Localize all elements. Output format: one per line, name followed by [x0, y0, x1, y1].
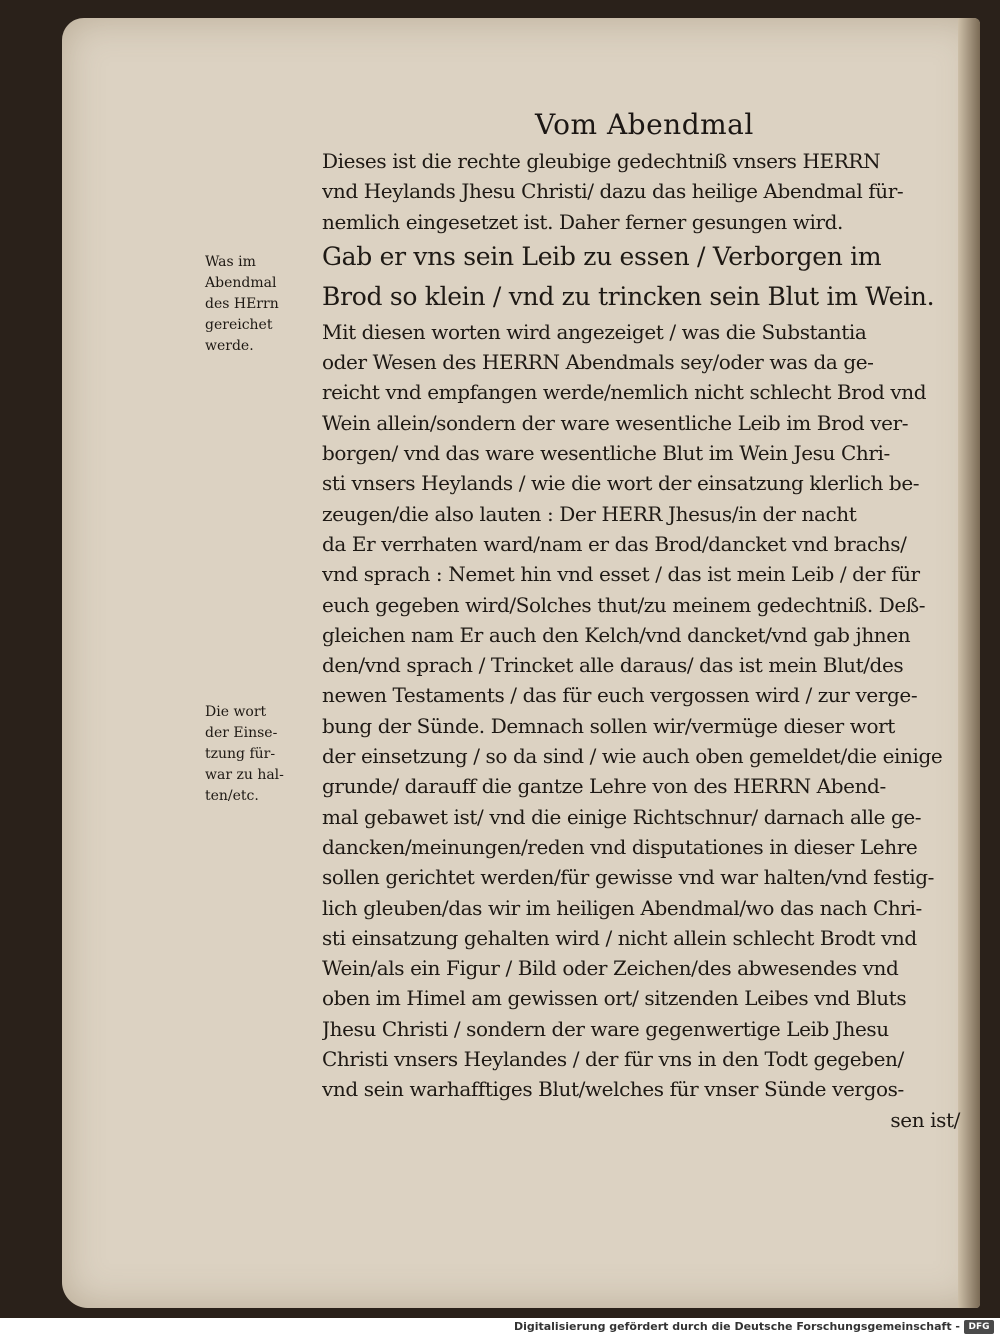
text-line: reicht vnd empfangen werde/nemlich nicht schlecht Brod vnd: [322, 380, 927, 405]
text-line: Mit diesen worten wird angezeiget / was die Substantia: [322, 319, 867, 344]
text-line: euch gegeben wird/Solches thut/zu meinem gedechtniß. Deß-: [322, 592, 926, 617]
text-line: dancken/meinungen/reden vnd disputationes in dieser Lehre: [322, 834, 918, 859]
catchword-line: sen ist/: [890, 1107, 960, 1132]
text-line: den/vnd sprach / Trincket alle daraus/ das ist mein Blut/des: [322, 653, 904, 678]
text-line: oder Wesen des HERRN Abendmals sey/oder was da ge-: [322, 350, 874, 375]
text-line: Christi vnsers Heylandes / der für vns in den Todt gegeben/: [322, 1047, 904, 1072]
text-line: Wein/als ein Figur / Bild oder Zeichen/des abwesendes vnd: [322, 956, 899, 981]
text-line: grunde/ darauff die gantze Lehre von des HERRN Abend-: [322, 774, 886, 799]
text-line: mal gebawet ist/ vnd die einige Richtschnur/ darnach alle ge-: [322, 804, 922, 829]
text-line: gleichen nam Er auch den Kelch/vnd dancket/vnd gab jhnen: [322, 622, 911, 647]
text-line: sti einsatzung gehalten wird / nicht allein schlecht Brodt vnd: [322, 925, 917, 950]
text-line: zeugen/die also lauten : Der HERR Jhesus/in der nacht: [322, 501, 857, 526]
running-head: Vom Abendmal: [535, 108, 754, 141]
margin-note-line: Abendmal: [205, 275, 277, 291]
footer-bar: [0, 1318, 1000, 1338]
text-line: sti vnsers Heylands / wie die wort der einsatzung klerlich be-: [322, 471, 920, 496]
text-line: nemlich eingesetzet ist. Daher ferner gesungen wird.: [322, 209, 843, 234]
text-line: newen Testaments / das für euch vergossen wird / zur verge-: [322, 683, 918, 708]
hymn-line: Gab er vns sein Leib zu essen / Verborgen im: [322, 241, 882, 271]
text-line: der einsetzung / so da sind / wie auch oben gemeldet/die einige: [322, 744, 943, 769]
margin-note-line: des HErrn: [205, 296, 279, 312]
margin-note-line: werde.: [205, 338, 254, 354]
text-line: sollen gerichtet werden/für gewisse vnd war halten/vnd festig-: [322, 865, 934, 890]
margin-note-line: Was im: [205, 254, 256, 270]
text-line: Jhesu Christi / sondern der ware gegenwertige Leib Jhesu: [322, 1016, 889, 1041]
text-line: Dieses ist die rechte gleubige gedechtniß vnsers HERRN: [322, 149, 881, 173]
margin-note-abendmal: [205, 252, 317, 357]
text-line: Wein allein/sondern der ware wesentliche Leib im Brod ver-: [322, 410, 909, 435]
hymn-line: Brod so klein / vnd zu trincken sein Blut im Wein.: [322, 281, 935, 311]
margin-note-einsetzung: [205, 702, 317, 807]
margin-note-line: Die wort: [205, 704, 267, 720]
text-line: lich gleuben/das wir im heiligen Abendmal/wo das nach Chri-: [322, 895, 922, 920]
margin-note-line: ten/etc.: [205, 788, 259, 804]
text-line: da Er verrhaten ward/nam er das Brod/dancket vnd brachs/: [322, 531, 907, 556]
text-line: vnd Heylands Jhesu Christi/ dazu das heilige Abendmal für-: [322, 179, 904, 204]
text-line: vnd sprach : Nemet hin vnd esset / das ist mein Leib / der für: [322, 562, 920, 587]
dfg-logo: DFG: [964, 1320, 994, 1334]
margin-note-line: der Einse-: [205, 725, 278, 741]
funding-credit: Digitalisierung gefördert durch die Deutsche Forschungsgemeinschaft -: [513, 1320, 960, 1333]
text-line: bung der Sünde. Demnach sollen wir/vermüge dieser wort: [322, 713, 895, 738]
margin-note-line: tzung für-: [205, 746, 276, 762]
margin-note-line: war zu hal-: [205, 767, 284, 783]
text-line: oben im Himel am gewissen ort/ sitzenden Leibes vnd Bluts: [322, 986, 907, 1011]
text-line: vnd sein warhafftiges Blut/welches für vnser Sünde vergos-: [322, 1077, 904, 1102]
text-line: borgen/ vnd das ware wesentliche Blut im Wein Jesu Chri-: [322, 441, 890, 466]
margin-note-line: gereichet: [205, 317, 273, 333]
body-text: [322, 146, 968, 1135]
